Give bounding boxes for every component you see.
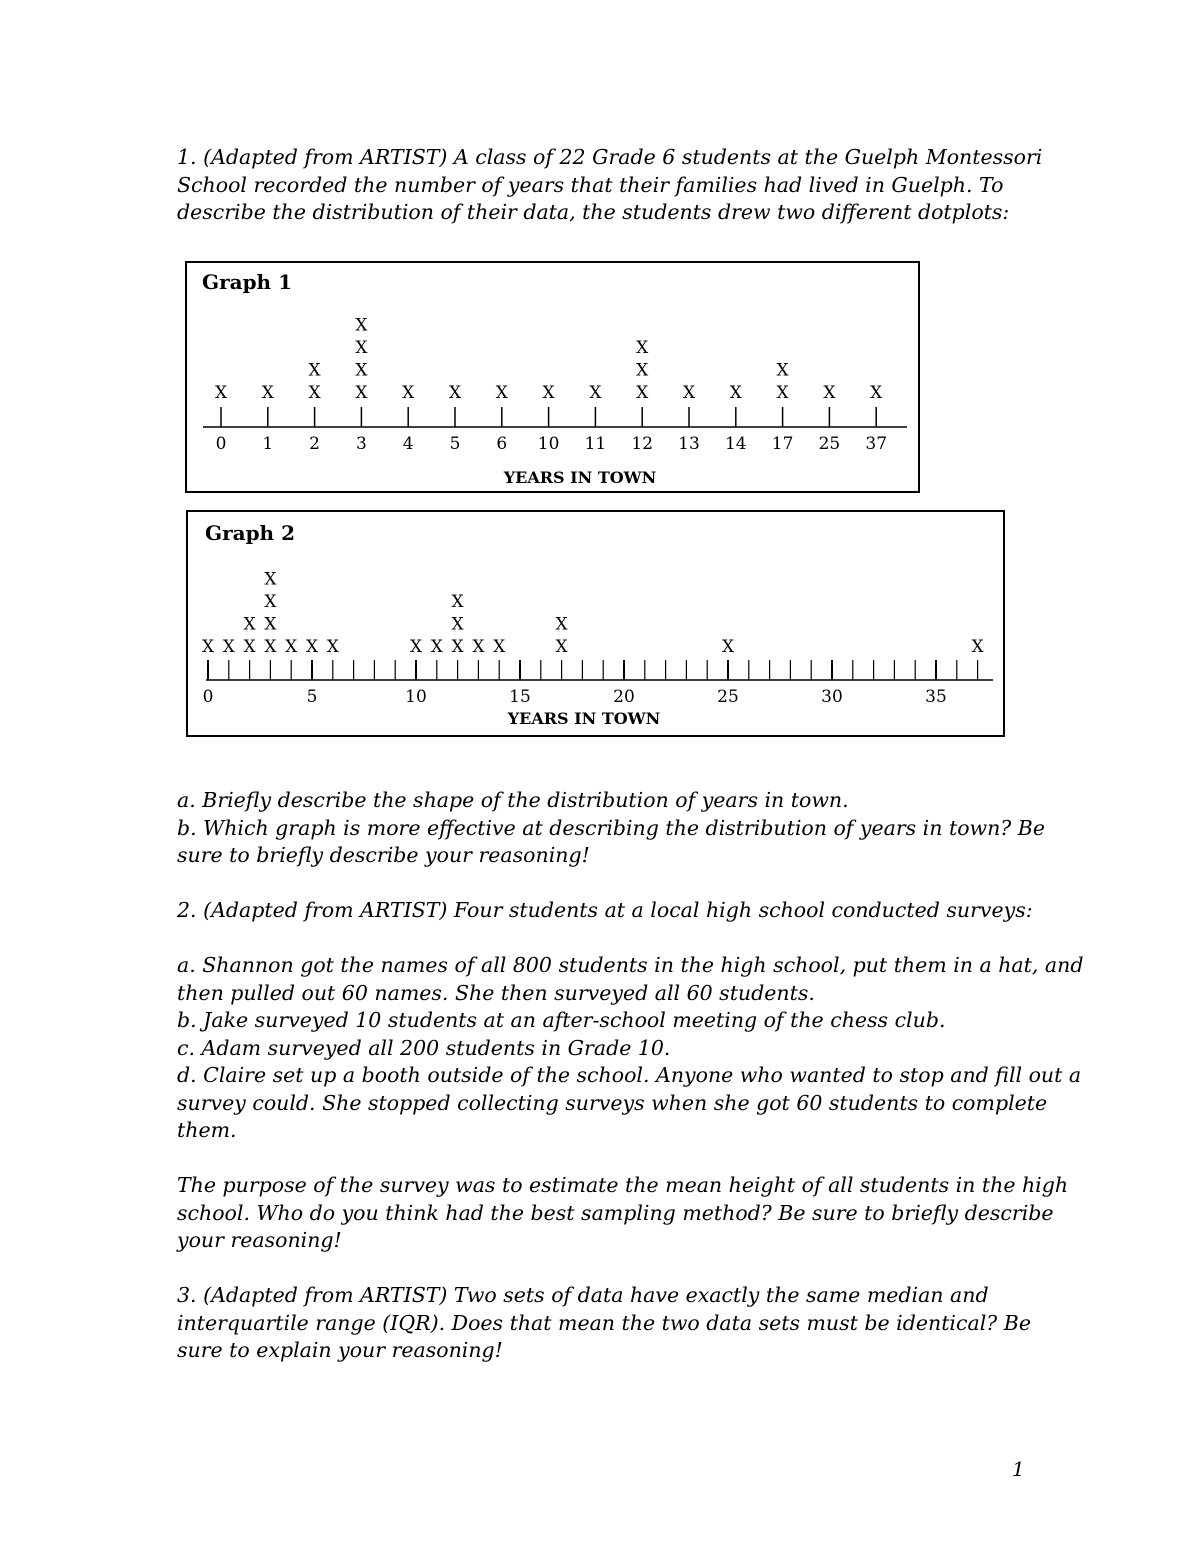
question-1-intro <box>177 144 1043 227</box>
tick-label: 5 <box>306 687 318 707</box>
tick-label: 35 <box>925 687 947 707</box>
data-point-x: X <box>264 614 277 635</box>
data-point-x: X <box>493 637 506 657</box>
graph-title: Graph 2 <box>205 521 295 545</box>
text-line: interquartile range (IQR). Does that mean the two data sets must be identical? Be <box>177 1310 1031 1335</box>
data-point-x: X <box>451 614 464 635</box>
data-point-x: X <box>721 637 735 657</box>
data-point-x: X <box>971 637 984 657</box>
data-point-x: X <box>326 637 339 657</box>
data-point-x: X <box>305 637 319 657</box>
tick-label: 10 <box>405 687 427 707</box>
text-line: 1. (Adapted from ARTIST) A class of 22 Grade 6 students at the Guelph Montessori <box>177 145 1043 169</box>
data-point-x: X <box>409 637 423 657</box>
tick-label: 12 <box>631 434 654 454</box>
text-line: a. Shannon got the names of all 800 students in the high school, put them in a hat, and <box>177 953 1084 977</box>
tick-label: 25 <box>818 434 841 454</box>
text-line: survey could. She stopped collecting surveys when she got 60 students to complete <box>177 1090 1048 1115</box>
data-point-x: X <box>472 637 485 657</box>
text-line: c. Adam surveyed all 200 students in Grade 10. <box>177 1035 671 1060</box>
data-point-x: X <box>264 637 277 657</box>
data-point-x: X <box>636 383 649 403</box>
question-1-parts <box>177 787 1045 870</box>
data-point-x: X <box>448 383 462 403</box>
text-line: The purpose of the survey was to estimate the mean height of all students in the high <box>177 1173 1069 1197</box>
tick-label: 13 <box>678 434 700 454</box>
data-point-x: X <box>355 383 368 403</box>
text-line: b. Which graph is more effective at describing the distribution of years in town? Be <box>177 815 1045 840</box>
question-3 <box>177 1282 1037 1365</box>
data-point-x: X <box>636 360 649 381</box>
data-point-x: X <box>264 592 277 612</box>
tick-label: 15 <box>509 687 531 707</box>
text-line: then pulled out 60 names. She then surveyed all 60 students. <box>177 980 815 1005</box>
tick-label: 10 <box>537 434 560 454</box>
text-line: them. <box>177 1118 237 1142</box>
data-point-x: X <box>430 637 443 657</box>
data-point-x: X <box>823 383 836 403</box>
tick-label: 37 <box>865 434 888 454</box>
data-point-x: X <box>261 383 274 403</box>
tick-label: 3 <box>355 434 367 454</box>
tick-label: 0 <box>215 434 227 454</box>
data-point-x: X <box>636 338 649 358</box>
text-line: sure to briefly describe your reasoning! <box>177 843 590 867</box>
data-point-x: X <box>214 383 228 403</box>
tick-label: 25 <box>717 687 739 707</box>
axis-title: YEARS IN TOWN <box>503 468 657 487</box>
data-point-x: X <box>222 637 235 657</box>
text-line: sure to explain your reasoning! <box>177 1338 503 1362</box>
data-point-x: X <box>451 637 464 657</box>
tick-label: 11 <box>584 434 607 454</box>
data-point-x: X <box>402 383 415 403</box>
tick-label: 0 <box>202 687 214 707</box>
data-point-x: X <box>355 338 368 358</box>
axis-title: YEARS IN TOWN <box>507 709 661 728</box>
tick-label: 30 <box>821 687 843 707</box>
data-point-x: X <box>355 360 368 381</box>
tick-label: 4 <box>402 434 414 454</box>
data-point-x: X <box>776 383 789 403</box>
graph-1 <box>185 261 920 493</box>
text-line: describe the distribution of their data, the students drew two different dotplots: <box>177 200 1010 224</box>
question-2-options <box>177 952 1084 1145</box>
tick-label: 17 <box>771 434 794 454</box>
question-2-purpose <box>177 1172 1069 1255</box>
question-2-intro <box>177 897 1037 925</box>
text-line: school. Who do you think had the best sampling method? Be sure to briefly describe <box>177 1200 1054 1225</box>
data-point-x: X <box>555 637 568 657</box>
data-point-x: X <box>285 637 298 657</box>
data-point-x: X <box>542 383 555 403</box>
page-number: 1 <box>1012 1457 1025 1481</box>
tick-label: 14 <box>724 434 747 454</box>
graph-title: Graph 1 <box>202 270 292 294</box>
text-line: your reasoning! <box>177 1228 342 1252</box>
text-line: School recorded the number of years that their families had lived in Guelph. To <box>177 172 1004 197</box>
data-point-x: X <box>243 637 256 657</box>
data-point-x: X <box>308 360 321 381</box>
data-point-x: X <box>555 614 568 635</box>
graph-2-plot <box>188 512 1007 739</box>
tick-label: 20 <box>613 687 635 707</box>
data-point-x: X <box>729 383 742 403</box>
text-line: 2. (Adapted from ARTIST) Four students at a local high school conducted surveys: <box>177 898 1033 922</box>
text-line: b. Jake surveyed 10 students at an after-school meeting of the chess club. <box>177 1008 946 1032</box>
text-line: a. Briefly describe the shape of the distribution of years in town. <box>177 788 849 812</box>
text-line: 3. (Adapted from ARTIST) Two sets of data have exactly the same median and <box>177 1283 989 1307</box>
tick-label: 6 <box>496 434 508 454</box>
data-point-x: X <box>682 383 696 403</box>
data-point-x: X <box>870 383 883 403</box>
data-point-x: X <box>201 637 215 657</box>
data-point-x: X <box>451 592 464 612</box>
data-point-x: X <box>776 360 789 381</box>
tick-label: 1 <box>262 434 274 454</box>
graph-2 <box>186 510 1005 737</box>
data-point-x: X <box>589 383 602 403</box>
tick-label: 2 <box>309 434 321 454</box>
data-point-x: X <box>243 614 256 635</box>
data-point-x: X <box>264 569 277 590</box>
data-point-x: X <box>355 315 368 336</box>
data-point-x: X <box>495 383 508 403</box>
text-line: d. Claire set up a booth outside of the school. Anyone who wanted to stop and fill out a <box>177 1063 1082 1087</box>
tick-label: 5 <box>449 434 461 454</box>
graph-1-plot <box>187 263 922 495</box>
data-point-x: X <box>308 383 321 403</box>
